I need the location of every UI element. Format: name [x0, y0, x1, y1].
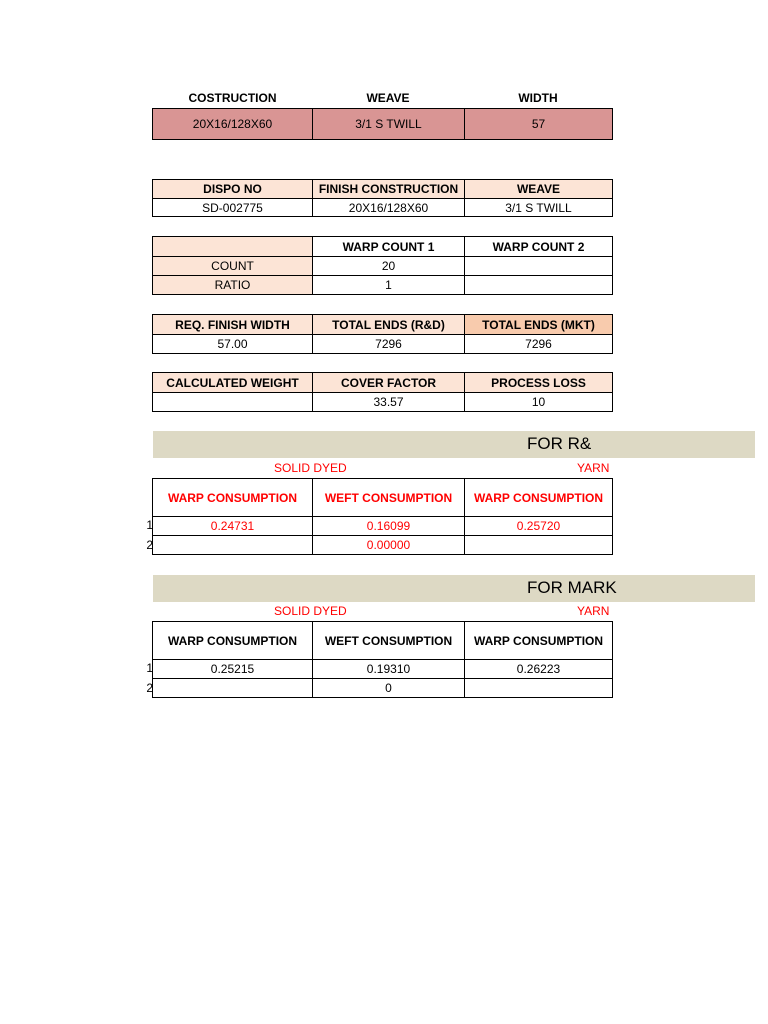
- dispo-no-value[interactable]: SD-002775: [153, 199, 313, 217]
- header-construction: COSTRUCTION: [188, 91, 277, 105]
- warp-count-table: [152, 236, 613, 295]
- mkt-row1-weft[interactable]: 0.19310: [313, 660, 465, 679]
- mkt-section-banner: [153, 575, 755, 602]
- rd-row-number-2: 2: [146, 538, 153, 552]
- calculated-weight-value[interactable]: [153, 393, 313, 412]
- process-loss-value[interactable]: 10: [465, 393, 613, 412]
- rd-weft-consumption-header: WEFT CONSUMPTION: [313, 479, 465, 517]
- mkt-consumption-table: [152, 621, 613, 698]
- mkt-yarn-label: YARN: [577, 604, 610, 618]
- construction-value[interactable]: 20X16/128X60: [153, 109, 313, 140]
- ratio-value-1[interactable]: 1: [313, 276, 465, 295]
- count-value-1[interactable]: 20: [313, 257, 465, 276]
- rd-row1-warp[interactable]: 0.24731: [153, 517, 313, 536]
- rd-row1-weft[interactable]: 0.16099: [313, 517, 465, 536]
- req-finish-width-value[interactable]: 57.00: [153, 335, 313, 354]
- process-loss-header: PROCESS LOSS: [465, 373, 613, 393]
- weave-value-cell[interactable]: 3/1 S TWILL: [465, 199, 613, 217]
- width-value[interactable]: 57: [465, 109, 613, 140]
- rd-row2-warp2[interactable]: [465, 536, 613, 555]
- rd-solid-dyed-label: SOLID DYED: [274, 461, 347, 475]
- rd-warp-consumption-header: WARP CONSUMPTION: [153, 479, 313, 517]
- dispo-table: [152, 179, 613, 217]
- rd-yarn-label: YARN: [577, 461, 610, 475]
- header-width: WIDTH: [518, 91, 558, 105]
- rd-consumption-table: [152, 478, 613, 555]
- rd-section-banner: [153, 431, 755, 458]
- mkt-row-number-2: 2: [146, 681, 153, 695]
- weight-table: [152, 372, 613, 412]
- mkt-row2-weft[interactable]: 0: [313, 679, 465, 698]
- rd-row-number-1: 1: [146, 518, 153, 532]
- weave-value[interactable]: 3/1 S TWILL: [313, 109, 465, 140]
- total-ends-rd-value[interactable]: 7296: [313, 335, 465, 354]
- count-value-2[interactable]: [465, 257, 613, 276]
- rd-row1-warp2[interactable]: 0.25720: [465, 517, 613, 536]
- finish-construction-header: FINISH CONSTRUCTION: [313, 180, 465, 199]
- rd-row2-weft[interactable]: 0.00000: [313, 536, 465, 555]
- calculated-weight-header: CALCULATED WEIGHT: [153, 373, 313, 393]
- weave-header: WEAVE: [465, 180, 613, 199]
- empty-header-cell: [153, 237, 313, 257]
- count-label: COUNT: [153, 257, 313, 276]
- header-weave: WEAVE: [366, 91, 410, 105]
- total-ends-rd-header: TOTAL ENDS (R&D): [313, 315, 465, 335]
- cover-factor-header: COVER FACTOR: [313, 373, 465, 393]
- req-finish-width-header: REQ. FINISH WIDTH: [153, 315, 313, 335]
- warp-count-2-header: WARP COUNT 2: [465, 237, 613, 257]
- mkt-row2-warp[interactable]: [153, 679, 313, 698]
- mkt-row1-warp2[interactable]: 0.26223: [465, 660, 613, 679]
- total-ends-mkt-header: TOTAL ENDS (MKT): [465, 315, 613, 335]
- warp-count-1-header: WARP COUNT 1: [313, 237, 465, 257]
- rd-warp-consumption-2-header: WARP CONSUMPTION: [465, 479, 613, 517]
- cover-factor-value[interactable]: 33.57: [313, 393, 465, 412]
- mkt-row2-warp2[interactable]: [465, 679, 613, 698]
- mkt-solid-dyed-label: SOLID DYED: [274, 604, 347, 618]
- mkt-row-number-1: 1: [146, 661, 153, 675]
- mkt-warp-consumption-header: WARP CONSUMPTION: [153, 622, 313, 660]
- total-ends-table: [152, 314, 613, 354]
- ratio-value-2[interactable]: [465, 276, 613, 295]
- total-ends-mkt-value[interactable]: 7296: [465, 335, 613, 354]
- dispo-no-header: DISPO NO: [153, 180, 313, 199]
- mkt-warp-consumption-2-header: WARP CONSUMPTION: [465, 622, 613, 660]
- finish-construction-value[interactable]: 20X16/128X60: [313, 199, 465, 217]
- mkt-row1-warp[interactable]: 0.25215: [153, 660, 313, 679]
- ratio-label: RATIO: [153, 276, 313, 295]
- mkt-banner-title: FOR MARK: [527, 578, 617, 597]
- construction-table: [152, 108, 613, 140]
- rd-row2-warp[interactable]: [153, 536, 313, 555]
- mkt-weft-consumption-header: WEFT CONSUMPTION: [313, 622, 465, 660]
- rd-banner-title: FOR R&: [527, 434, 592, 453]
